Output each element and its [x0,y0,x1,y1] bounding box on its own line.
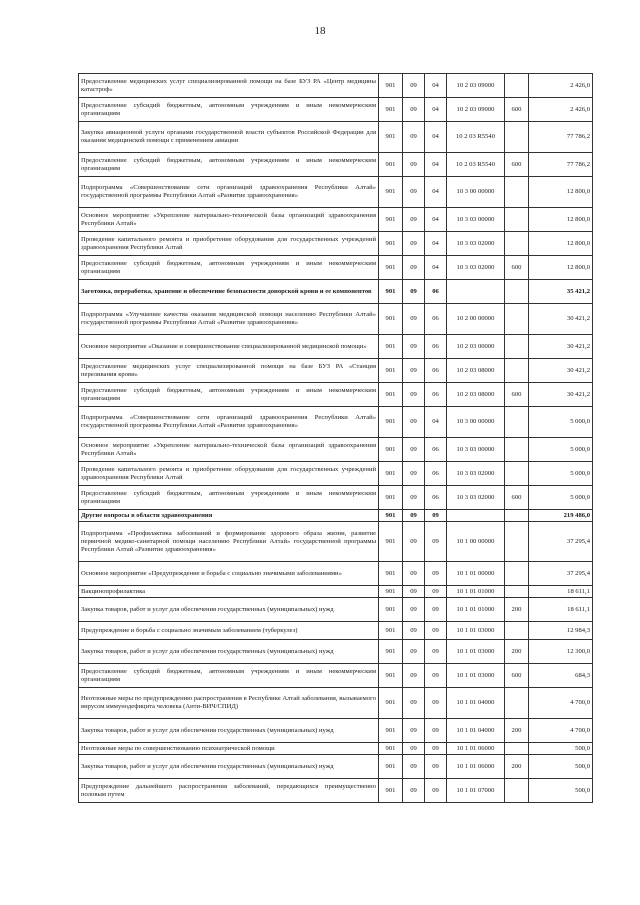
row-expense-type-code [505,562,529,586]
row-section-code: 09 [403,755,425,779]
row-target-article-code: 10 3 03 02000 [447,256,505,280]
row-amount: 12 800,0 [529,256,593,280]
row-ministry-code: 901 [379,688,403,719]
row-name: Проведение капитального ремонта и приобретение оборудования для государственных учреждений здравоохранения Республики Алтай [79,232,379,256]
row-subsection-code: 09 [425,719,447,743]
row-amount: 4 700,0 [529,688,593,719]
row-subsection-code: 04 [425,256,447,280]
row-expense-type-code: 600 [505,153,529,177]
row-target-article-code: 10 2 03 09000 [447,74,505,98]
row-name: Неотложные меры по совершенствованию психиатрической помощи [79,743,379,755]
row-expense-type-code [505,122,529,153]
row-amount: 500,0 [529,755,593,779]
row-name: Закупка товаров, работ и услуг для обеспечения государственных (муниципальных) нужд [79,755,379,779]
row-name: Предупреждение и борьба с социально значимым заболеванием (туберкулез) [79,622,379,640]
row-expense-type-code: 200 [505,755,529,779]
row-section-code: 09 [403,256,425,280]
row-section-code: 09 [403,622,425,640]
table-row [79,280,593,304]
row-ministry-code: 901 [379,74,403,98]
row-target-article-code: 10 2 03 00000 [447,335,505,359]
table-row [79,586,593,598]
table-row [79,74,593,98]
row-subsection-code: 09 [425,779,447,803]
table-row [79,719,593,743]
row-amount: 18 611,1 [529,586,593,598]
row-ministry-code: 901 [379,598,403,622]
row-expense-type-code [505,522,529,562]
row-expense-type-code [505,622,529,640]
row-subsection-code: 09 [425,586,447,598]
row-expense-type-code [505,304,529,335]
row-section-code: 09 [403,335,425,359]
table-row [79,664,593,688]
row-name: Предупреждение дальнейшего распространения заболеваний, передающихся преимущественно половым путем [79,779,379,803]
row-target-article-code: 10 1 01 06000 [447,743,505,755]
row-ministry-code: 901 [379,622,403,640]
row-section-code: 09 [403,462,425,486]
row-ministry-code: 901 [379,256,403,280]
row-section-code: 09 [403,510,425,522]
row-name: Предоставление субсидий бюджетным, автономным учреждениям и иным некоммерческим организациям [79,98,379,122]
table-row [79,383,593,407]
row-target-article-code: 10 1 00 00000 [447,522,505,562]
row-amount: 500,0 [529,779,593,803]
row-subsection-code: 04 [425,98,447,122]
row-name: Закупка товаров, работ и услуг для обеспечения государственных (муниципальных) нужд [79,719,379,743]
row-section-code: 09 [403,208,425,232]
row-name: Неотложные меры по предупреждению распространения в Республике Алтай заболевания, вызываемого вирусом иммунодефицита человека (Анти-ВИЧ/СПИД) [79,688,379,719]
row-target-article-code: 10 3 03 02000 [447,462,505,486]
row-target-article-code: 10 2 03 08000 [447,383,505,407]
row-amount: 30 421,2 [529,304,593,335]
row-ministry-code: 901 [379,562,403,586]
row-subsection-code: 09 [425,522,447,562]
row-target-article-code: 10 2 03 R5540 [447,122,505,153]
row-subsection-code: 06 [425,335,447,359]
row-subsection-code: 06 [425,383,447,407]
row-subsection-code: 04 [425,153,447,177]
row-section-code: 09 [403,598,425,622]
row-ministry-code: 901 [379,208,403,232]
table-row [79,562,593,586]
row-subsection-code: 09 [425,664,447,688]
row-section-code: 09 [403,562,425,586]
row-section-code: 09 [403,304,425,335]
row-section-code: 09 [403,407,425,438]
row-subsection-code: 09 [425,562,447,586]
row-name: Закупка товаров, работ и услуг для обеспечения государственных (муниципальных) нужд [79,640,379,664]
table-row [79,779,593,803]
row-ministry-code: 901 [379,407,403,438]
row-subsection-code: 06 [425,304,447,335]
row-amount: 5 000,0 [529,462,593,486]
row-section-code: 09 [403,122,425,153]
row-name: Предоставление медицинских услуг специализированной помощи на базе БУЗ РА «Станция переливания крови» [79,359,379,383]
row-amount: 219 486,0 [529,510,593,522]
row-expense-type-code [505,335,529,359]
table-row [79,122,593,153]
row-target-article-code: 10 1 01 06000 [447,755,505,779]
row-amount: 5 000,0 [529,407,593,438]
row-subsection-code: 09 [425,598,447,622]
row-ministry-code: 901 [379,153,403,177]
row-subsection-code: 09 [425,622,447,640]
row-section-code: 09 [403,779,425,803]
row-ministry-code: 901 [379,304,403,335]
row-ministry-code: 901 [379,743,403,755]
row-section-code: 09 [403,177,425,208]
row-ministry-code: 901 [379,280,403,304]
row-amount: 2 426,0 [529,98,593,122]
row-section-code: 09 [403,522,425,562]
table-row [79,256,593,280]
table-row [79,232,593,256]
row-ministry-code: 901 [379,335,403,359]
row-section-code: 09 [403,486,425,510]
row-amount: 37 295,4 [529,522,593,562]
row-target-article-code: 10 1 01 03000 [447,640,505,664]
row-ministry-code: 901 [379,98,403,122]
row-expense-type-code [505,232,529,256]
row-amount: 30 421,2 [529,335,593,359]
row-amount: 12 800,0 [529,208,593,232]
row-ministry-code: 901 [379,586,403,598]
row-amount: 684,3 [529,664,593,688]
row-section-code: 09 [403,383,425,407]
row-amount: 12 984,3 [529,622,593,640]
row-name: Подпрограмма «Улучшение качества оказания медицинской помощи населению Республики Алтай» государственной программы Республики Алтай «Развитие здравоохранения» [79,304,379,335]
row-target-article-code: 10 1 01 01000 [447,598,505,622]
row-expense-type-code [505,438,529,462]
table-row [79,98,593,122]
row-ministry-code: 901 [379,232,403,256]
table-row [79,522,593,562]
table-row [79,688,593,719]
row-amount: 500,0 [529,743,593,755]
row-expense-type-code [505,779,529,803]
row-expense-type-code: 200 [505,719,529,743]
row-expense-type-code: 600 [505,664,529,688]
row-target-article-code: 10 1 01 04000 [447,688,505,719]
row-amount: 30 421,2 [529,383,593,407]
row-target-article-code: 10 1 01 00000 [447,562,505,586]
row-name: Основное мероприятие «Оказание и совершенствование специализированной медицинской помощи» [79,335,379,359]
row-name: Предоставление субсидий бюджетным, автономным учреждениям и иным некоммерческим организациям [79,153,379,177]
row-subsection-code: 04 [425,208,447,232]
table-row [79,622,593,640]
table-row [79,743,593,755]
row-expense-type-code: 600 [505,486,529,510]
row-name: Предоставление субсидий бюджетным, автономным учреждениям и иным некоммерческим организациям [79,256,379,280]
row-expense-type-code [505,74,529,98]
row-ministry-code: 901 [379,719,403,743]
row-expense-type-code [505,407,529,438]
row-target-article-code [447,510,505,522]
row-section-code: 09 [403,153,425,177]
row-expense-type-code [505,280,529,304]
row-amount: 77 786,2 [529,153,593,177]
row-subsection-code: 04 [425,122,447,153]
row-name: Вакцинопрофилактика [79,586,379,598]
row-name: Предоставление субсидий бюджетным, автономным учреждениям и иным некоммерческим организациям [79,383,379,407]
row-expense-type-code: 200 [505,640,529,664]
row-amount: 12 800,0 [529,232,593,256]
row-subsection-code: 04 [425,177,447,208]
row-name: Предоставление субсидий бюджетным, автономным учреждениям и иным некоммерческим организациям [79,486,379,510]
row-name: Проведение капитального ремонта и приобретение оборудования для государственных учреждений здравоохранения Республики Алтай [79,462,379,486]
table-row [79,304,593,335]
row-target-article-code: 10 2 03 R5540 [447,153,505,177]
row-amount: 18 611,1 [529,598,593,622]
budget-table [78,73,593,803]
table-row [79,438,593,462]
row-section-code: 09 [403,664,425,688]
row-name: Основное мероприятие «Укрепление материально-технической базы организаций здравоохранения Республики Алтай» [79,438,379,462]
row-expense-type-code [505,208,529,232]
row-target-article-code: 10 2 03 08000 [447,359,505,383]
row-section-code: 09 [403,98,425,122]
row-target-article-code: 10 3 00 00000 [447,407,505,438]
row-expense-type-code [505,177,529,208]
row-subsection-code: 06 [425,462,447,486]
row-ministry-code: 901 [379,664,403,688]
row-ministry-code: 901 [379,522,403,562]
row-target-article-code: 10 3 03 00000 [447,208,505,232]
table-row [79,462,593,486]
row-expense-type-code [505,743,529,755]
table-row [79,177,593,208]
row-name: Предоставление субсидий бюджетным, автономным учреждениям и иным некоммерческим организациям [79,664,379,688]
row-amount: 2 426,0 [529,74,593,98]
row-subsection-code: 06 [425,486,447,510]
row-target-article-code: 10 2 00 00000 [447,304,505,335]
row-ministry-code: 901 [379,486,403,510]
table-row [79,510,593,522]
row-ministry-code: 901 [379,462,403,486]
row-amount: 12 800,0 [529,177,593,208]
row-expense-type-code [505,510,529,522]
row-ministry-code: 901 [379,122,403,153]
row-target-article-code: 10 2 03 09000 [447,98,505,122]
row-subsection-code: 06 [425,359,447,383]
row-amount: 77 786,2 [529,122,593,153]
row-ministry-code: 901 [379,510,403,522]
row-expense-type-code: 600 [505,256,529,280]
row-target-article-code: 10 1 01 07000 [447,779,505,803]
row-target-article-code: 10 3 03 02000 [447,232,505,256]
table-row [79,208,593,232]
row-section-code: 09 [403,280,425,304]
row-name: Предоставление медицинских услуг специализированной помощи на базе БУЗ РА «Центр медицины катастроф» [79,74,379,98]
row-target-article-code: 10 3 03 02000 [447,486,505,510]
row-target-article-code: 10 3 00 00000 [447,177,505,208]
row-name: Основное мероприятие «Укрепление материально-технической базы организаций здравоохранения Республики Алтай» [79,208,379,232]
row-expense-type-code [505,688,529,719]
row-expense-type-code: 200 [505,598,529,622]
table-row [79,153,593,177]
row-subsection-code: 04 [425,232,447,256]
row-amount: 5 000,0 [529,438,593,462]
row-section-code: 09 [403,719,425,743]
row-amount: 37 295,4 [529,562,593,586]
row-subsection-code: 09 [425,640,447,664]
row-name: Другие вопросы в области здравоохранения [79,510,379,522]
row-target-article-code: 10 1 01 01000 [447,586,505,598]
row-ministry-code: 901 [379,755,403,779]
row-section-code: 09 [403,232,425,256]
budget-table-body [79,74,593,803]
row-section-code: 09 [403,438,425,462]
row-name: Закупка авиационной услуги органами государственной власти субъектов Российской Федерации для оказания медицинской помощи с применением авиации [79,122,379,153]
row-section-code: 09 [403,743,425,755]
row-target-article-code: 10 1 01 03000 [447,664,505,688]
row-ministry-code: 901 [379,177,403,208]
row-ministry-code: 901 [379,640,403,664]
table-row [79,598,593,622]
row-name: Подпрограмма «Совершенствование сети организаций здравоохранения Республики Алтай» государственной программы Республики Алтай «Развитие здравоохранения» [79,177,379,208]
row-subsection-code: 09 [425,688,447,719]
page-number: 18 [314,25,326,37]
row-section-code: 09 [403,640,425,664]
row-expense-type-code: 600 [505,383,529,407]
row-expense-type-code [505,586,529,598]
row-subsection-code: 06 [425,438,447,462]
table-row [79,486,593,510]
row-section-code: 09 [403,586,425,598]
table-row [79,407,593,438]
table-row [79,640,593,664]
row-name: Закупка товаров, работ и услуг для обеспечения государственных (муниципальных) нужд [79,598,379,622]
row-amount: 12 300,0 [529,640,593,664]
row-name: Подпрограмма «Профилактика заболеваний и формирование здорового образа жизни, развитие первичной медико-санитарной помощи населению Республики Алтай» государственной программы Республики Алтай «Развитие здравоохранения» [79,522,379,562]
row-section-code: 09 [403,359,425,383]
row-name: Заготовка, переработка, хранение и обеспечение безопасности донорской крови и ее компонентов [79,280,379,304]
row-ministry-code: 901 [379,383,403,407]
row-expense-type-code [505,462,529,486]
row-target-article-code: 10 1 01 04000 [447,719,505,743]
row-ministry-code: 901 [379,438,403,462]
row-subsection-code: 09 [425,510,447,522]
row-amount: 30 421,2 [529,359,593,383]
row-subsection-code: 04 [425,74,447,98]
row-section-code: 09 [403,688,425,719]
row-amount: 4 700,0 [529,719,593,743]
row-amount: 35 421,2 [529,280,593,304]
row-subsection-code: 04 [425,407,447,438]
row-target-article-code: 10 3 03 00000 [447,438,505,462]
row-name: Подпрограмма «Совершенствование сети организаций здравоохранения Республики Алтай» государственной программы Республики Алтай «Развитие здравоохранения» [79,407,379,438]
table-row [79,359,593,383]
row-subsection-code: 06 [425,280,447,304]
row-target-article-code: 10 1 01 03000 [447,622,505,640]
row-target-article-code [447,280,505,304]
row-expense-type-code [505,359,529,383]
row-amount: 5 000,0 [529,486,593,510]
row-ministry-code: 901 [379,359,403,383]
table-row [79,755,593,779]
row-expense-type-code: 600 [505,98,529,122]
table-row [79,335,593,359]
row-subsection-code: 09 [425,755,447,779]
row-section-code: 09 [403,74,425,98]
row-subsection-code: 09 [425,743,447,755]
row-ministry-code: 901 [379,779,403,803]
row-name: Основное мероприятие «Предупреждение и борьба с социально значимыми заболеваниями» [79,562,379,586]
